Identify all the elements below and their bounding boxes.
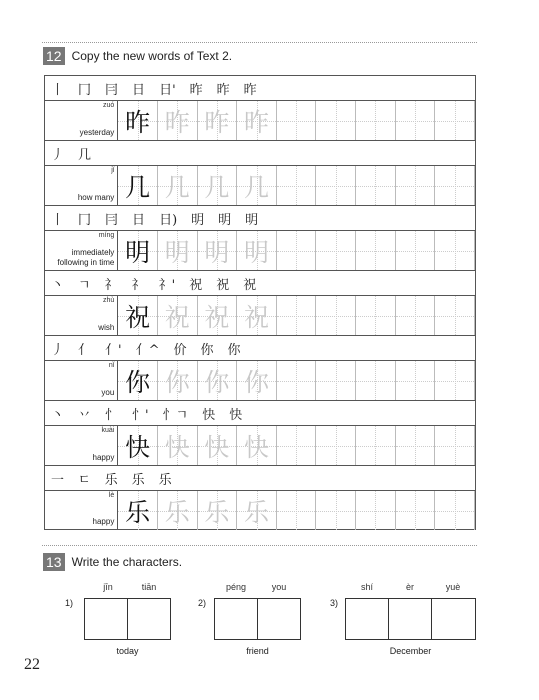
model-character: 几	[125, 172, 151, 202]
stroke-step: 昨	[216, 82, 230, 98]
meaning: wish	[98, 323, 115, 332]
model-character: 乐	[125, 497, 151, 527]
exercise-13-header	[43, 553, 182, 571]
stroke-step: 丿	[51, 342, 65, 358]
blank-writing-cell[interactable]	[435, 101, 475, 140]
word-practice-row	[44, 490, 476, 530]
trace-character: 祝	[204, 302, 230, 332]
word-label-cell	[45, 231, 118, 270]
stroke-step: 礻	[104, 277, 118, 293]
trace-character: 乐	[164, 497, 190, 527]
pinyin-label: shí	[360, 582, 373, 592]
writing-boxes[interactable]	[84, 598, 171, 640]
blank-writing-cell[interactable]	[277, 231, 317, 270]
word-label-cell	[45, 296, 118, 335]
pinyin-label: you	[271, 582, 287, 592]
trace-character-cell	[237, 491, 277, 530]
stroke-step: 忄'	[132, 407, 149, 423]
stroke-step: 昨	[189, 82, 203, 98]
stroke-step: 日'	[159, 82, 176, 98]
blank-writing-cell[interactable]	[277, 101, 317, 140]
trace-character: 几	[164, 172, 190, 202]
blank-writing-cell[interactable]	[396, 101, 436, 140]
stroke-step: 丿	[51, 147, 65, 163]
stroke-step: 丷	[78, 407, 92, 423]
stroke-step: 丶	[51, 407, 65, 423]
trace-character-cell	[158, 231, 198, 270]
word-practice-row	[44, 100, 476, 140]
stroke-step: 明	[218, 212, 232, 228]
trace-character: 快	[164, 432, 190, 462]
stroke-step: 明	[191, 212, 205, 228]
stroke-step: ㄱ	[78, 277, 91, 293]
stroke-step: 丨	[51, 82, 65, 98]
trace-character-cell	[237, 361, 277, 400]
trace-character-cell	[237, 166, 277, 205]
stroke-step: ㄷ	[78, 472, 91, 488]
blank-writing-cell[interactable]	[316, 101, 356, 140]
trace-character-cell	[158, 166, 198, 205]
exercise-12-number: 12	[43, 47, 65, 65]
english-meaning: today	[116, 646, 139, 656]
stroke-step: 忄	[105, 407, 119, 423]
model-character: 明	[125, 237, 151, 267]
trace-character-cell	[198, 166, 238, 205]
blank-writing-cell[interactable]	[435, 491, 475, 530]
trace-character-cell	[158, 426, 198, 465]
trace-character-cell	[158, 296, 198, 335]
stroke-step: 祝	[189, 277, 203, 293]
stroke-step: 冃	[105, 212, 119, 228]
model-character-cell	[118, 361, 158, 400]
trace-character: 快	[243, 432, 269, 462]
word-label-cell	[45, 491, 118, 529]
model-character: 快	[125, 432, 151, 462]
blank-writing-cell[interactable]	[316, 491, 356, 530]
english-meaning: December	[389, 646, 432, 656]
trace-character-cell	[198, 426, 238, 465]
writing-boxes[interactable]	[345, 598, 476, 640]
blank-writing-cell[interactable]	[316, 361, 356, 400]
meaning: happy	[92, 453, 115, 462]
blank-writing-cell[interactable]	[356, 101, 396, 140]
trace-character: 昨	[243, 107, 269, 137]
word-practice-row	[44, 165, 476, 205]
blank-writing-cell[interactable]	[396, 296, 436, 335]
stroke-step: 冃	[105, 82, 119, 98]
blank-writing-cell[interactable]	[435, 426, 475, 465]
stroke-step: 忄ㄱ	[162, 407, 189, 423]
blank-writing-cell[interactable]	[435, 296, 475, 335]
word-label-cell	[45, 101, 118, 140]
blank-writing-cell[interactable]	[277, 296, 317, 335]
stroke-order-row	[44, 270, 476, 295]
blank-writing-cell[interactable]	[356, 231, 396, 270]
pinyin: míng	[98, 232, 115, 239]
exercise-13-number: 13	[43, 553, 65, 571]
word-practice-row	[44, 425, 476, 465]
stroke-step: 乐	[158, 472, 172, 488]
mid-divider	[42, 545, 477, 546]
meaning: you	[101, 388, 115, 397]
meaning: immediately following in time	[57, 248, 115, 267]
stroke-step: 你	[200, 342, 214, 358]
trace-character-cell	[198, 361, 238, 400]
model-character: 昨	[125, 107, 151, 137]
model-character: 你	[125, 367, 151, 397]
pinyin: nǐ	[108, 362, 115, 369]
blank-writing-cell[interactable]	[435, 231, 475, 270]
character-practice-grid	[44, 75, 476, 530]
trace-character: 乐	[243, 497, 269, 527]
meaning: how many	[77, 193, 115, 202]
pinyin-label: péng	[225, 582, 247, 592]
stroke-step: 亻'	[105, 342, 122, 358]
stroke-step: 昨	[243, 82, 257, 98]
stroke-step: 日	[132, 82, 146, 98]
stroke-step: 价	[173, 342, 187, 358]
pinyin-label: jīn	[103, 582, 113, 592]
pinyin: zhù	[103, 297, 115, 304]
trace-character: 几	[204, 172, 230, 202]
stroke-order-row	[44, 205, 476, 230]
writing-boxes[interactable]	[214, 598, 301, 640]
word-label-cell	[45, 361, 118, 400]
blank-writing-cell[interactable]	[277, 426, 317, 465]
meaning: happy	[92, 517, 115, 526]
blank-writing-cell[interactable]	[316, 296, 356, 335]
stroke-order-row	[44, 140, 476, 165]
blank-writing-cell[interactable]	[356, 491, 396, 530]
word-practice-row	[44, 360, 476, 400]
pinyin: lè	[108, 492, 115, 499]
pinyin-label: tiān	[141, 582, 157, 592]
trace-character-cell	[237, 231, 277, 270]
trace-character: 昨	[164, 107, 190, 137]
trace-character: 祝	[164, 302, 190, 332]
trace-character: 明	[243, 237, 269, 267]
stroke-step: 明	[245, 212, 259, 228]
item-index: 2)	[198, 598, 207, 608]
trace-character-cell	[198, 231, 238, 270]
model-character-cell	[118, 101, 158, 140]
item-index: 1)	[65, 598, 74, 608]
stroke-step: 丨	[51, 212, 65, 228]
stroke-order-row	[44, 465, 476, 490]
stroke-order-row	[44, 400, 476, 425]
trace-character-cell	[198, 296, 238, 335]
exercise-12-header	[43, 47, 232, 65]
trace-character: 快	[204, 432, 230, 462]
trace-character: 你	[243, 367, 269, 397]
word-practice-row	[44, 230, 476, 270]
trace-character-cell	[237, 101, 277, 140]
stroke-step: 礻'	[158, 277, 176, 293]
trace-character-cell	[237, 296, 277, 335]
trace-character-cell	[158, 361, 198, 400]
trace-character: 明	[204, 237, 230, 267]
stroke-step: 亻	[78, 342, 92, 358]
trace-character: 明	[164, 237, 190, 267]
stroke-step: 乐	[104, 472, 118, 488]
trace-character-cell	[158, 101, 198, 140]
model-character-cell	[118, 231, 158, 270]
meaning: yesterday	[79, 128, 115, 137]
trace-character: 乐	[204, 497, 230, 527]
model-character-cell	[118, 296, 158, 335]
model-character-cell	[118, 166, 158, 205]
stroke-step: 祝	[216, 277, 230, 293]
stroke-step: 几	[78, 147, 92, 163]
word-label-cell	[45, 426, 118, 465]
blank-writing-cell[interactable]	[356, 166, 396, 205]
exercise-13-title: Write the characters.	[71, 555, 183, 569]
stroke-step: 冂	[78, 212, 92, 228]
blank-writing-cell[interactable]	[396, 361, 436, 400]
stroke-step: 一	[51, 472, 65, 488]
top-divider	[42, 42, 477, 43]
stroke-order-row	[44, 75, 476, 100]
stroke-step: 快	[229, 407, 243, 423]
trace-character: 你	[204, 367, 230, 397]
stroke-step: 你	[227, 342, 241, 358]
stroke-order-row	[44, 335, 476, 360]
item-index: 3)	[330, 598, 339, 608]
blank-writing-cell[interactable]	[396, 231, 436, 270]
model-character-cell	[118, 491, 158, 530]
trace-character: 昨	[204, 107, 230, 137]
english-meaning: friend	[246, 646, 269, 656]
trace-character: 几	[243, 172, 269, 202]
stroke-step: 快	[202, 407, 216, 423]
blank-writing-cell[interactable]	[435, 361, 475, 400]
blank-writing-cell[interactable]	[316, 426, 356, 465]
stroke-step: 乐	[131, 472, 145, 488]
blank-writing-cell[interactable]	[316, 166, 356, 205]
word-label-cell	[45, 166, 118, 205]
pinyin-label: yuè	[445, 582, 461, 592]
page-number: 22	[24, 656, 40, 673]
model-character-cell	[118, 426, 158, 465]
stroke-step: 日)	[159, 212, 178, 228]
trace-character: 你	[164, 367, 190, 397]
pinyin: jǐ	[111, 167, 115, 174]
stroke-step: 丶	[51, 277, 65, 293]
blank-writing-cell[interactable]	[396, 491, 436, 530]
blank-writing-cell[interactable]	[277, 491, 317, 530]
exercise-12-title: Copy the new words of Text 2.	[71, 49, 233, 63]
stroke-step: 祝	[243, 277, 257, 293]
blank-writing-cell[interactable]	[277, 361, 317, 400]
blank-writing-cell[interactable]	[356, 361, 396, 400]
trace-character-cell	[237, 426, 277, 465]
trace-character-cell	[158, 491, 198, 530]
blank-writing-cell[interactable]	[277, 166, 317, 205]
stroke-step: 亻^	[135, 342, 160, 358]
blank-writing-cell[interactable]	[435, 166, 475, 205]
blank-writing-cell[interactable]	[356, 296, 396, 335]
word-practice-row	[44, 295, 476, 335]
model-character: 祝	[125, 302, 151, 332]
pinyin: kuài	[101, 427, 115, 434]
blank-writing-cell[interactable]	[396, 426, 436, 465]
trace-character-cell	[198, 101, 238, 140]
pinyin-label: èr	[405, 582, 414, 592]
stroke-step: 礻	[131, 277, 145, 293]
blank-writing-cell[interactable]	[356, 426, 396, 465]
pinyin: zuó	[103, 102, 115, 109]
blank-writing-cell[interactable]	[396, 166, 436, 205]
trace-character: 祝	[243, 302, 269, 332]
stroke-step: 冂	[78, 82, 92, 98]
blank-writing-cell[interactable]	[316, 231, 356, 270]
trace-character-cell	[198, 491, 238, 530]
stroke-step: 日	[132, 212, 146, 228]
